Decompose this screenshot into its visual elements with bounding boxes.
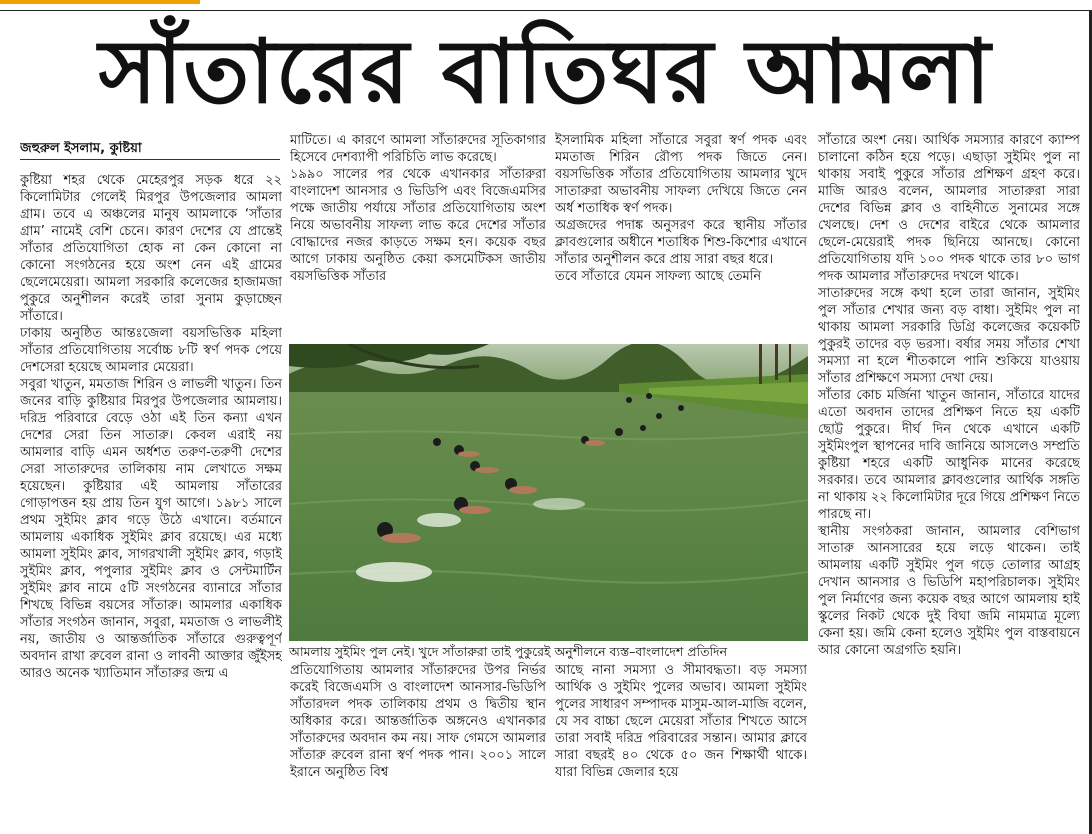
paragraph: ঢাকায় অনুষ্ঠিত আন্তঃজেলা বয়সভিত্তিক মহিলা সাঁতার প্রতিযোগিতায় সর্বোচ্চ ৮টি স্বর্ণ পদক পেয়ে দেশসেরা হয়েছে আমলার মেয়েরা। (20, 326, 282, 375)
paragraph: ইসলামিক মহিলা সাঁতারে সবুরা স্বর্ণ পদক এবং মমতাজ শিরিন রৌপ্য পদক জিতে নেন। বয়সভিত্তিক সাঁতার প্রতিযোগিতায় আমলার খুদে সাতারুরা অভাবনীয় সাফল্য দেখিয়ে জিতে নেন অর্ধ শতাধিক স্বর্ণ পদক। (555, 133, 807, 216)
article-column-2-top (290, 132, 546, 344)
paragraph: কুষ্টিয়া শহর থেকে মেহেরপুর সড়ক ধরে ২২ কিলোমিটার গেলেই মিরপুর উপজেলার আমলা গ্রাম। তবে এ অঞ্চলের মানুষ আমলাকে ‘সাঁতার গ্রাম’ নামেই বেশি চেনে। কারণ দেশের যে প্রান্তেই সাঁতার প্রতিযোগিতা হোক না কেন কোনো না কোনো সংগঠনের হয়ে অংশ নেন এই গ্রামের ছেলেমেয়েরা। আমলা সরকারি কলেজের হাজামজা পুকুরে অনুশীলন করেই তারা সুনাম কুড়াচ্ছেন সাঁতারে। (20, 173, 282, 324)
swimmers-in-pond-illustration (289, 344, 808, 641)
paragraph: প্রতিযোগিতায় আমলার সাঁতারুদের উপর নির্ভর করেই বিজেএমসি ও বাংলাদেশ আনসার-ভিডিপি সাঁতারদল পদক তালিকায় প্রথম ও দ্বিতীয় স্থান অধিকার করে। আন্তর্জাতিক অঙ্গনেও এখানকার সাঁতারুদের অবদান কম নয়। সাফ গেমসে আমলার সাঁতারু রুবেল রানা স্বর্ণ পদক পান। ২০০১ সালে ইরানে অনুষ্ঠিত বিশ্ব (290, 663, 546, 780)
article-column-3-bottom (555, 662, 807, 832)
paragraph: স্থানীয় সংগঠকরা জানান, আমলার বেশিভাগ সাতারু আনসারের হয়ে লড়ে থাকেন। তাই আমলায় একটি সুইমিং পুল গড়ে তোলার আগ্রহ দেখান আনসার ও ভিডিপি মহাপরিচালক। সুইমিং পুল নির্মাণের জন্য কয়েক বছর আগে আমলায় হাই স্কুলের নিকট থেকে দুই বিঘা জমি নামমাত্র মূল্যে কেনা হয়। জমি কেনা হলেও সুইমিং পুল বাস্তবায়নে আর কোনো অগ্রগতি হয়নি। (818, 524, 1080, 658)
article-column-1 (20, 172, 282, 832)
paragraph: তবে সাঁতারে যেমন সাফল্য আছে তেমনি (555, 269, 762, 284)
paragraph: ১৯৯০ সালের পর থেকে এখানকার সাঁতারুরা বাংলাদেশ আনসার ও ভিডিপি এবং বিজেএমসির পক্ষে জাতীয় পর্যায়ে সাঁতার প্রতিযোগিতায় অংশ নিয়ে অভাবনীয় সাফল্য লাভ করে দেশের সাঁতার বোদ্ধাদের নজর কাড়তে সক্ষম হন। কয়েক বছর আগে ঢাকায় অনুষ্ঠিত কেয়া কসমেটিকস জাতীয় বয়সভিত্তিক সাঁতার (290, 167, 546, 284)
byline: জহুরুল ইসলাম, কুষ্টিয়া (20, 141, 280, 160)
article-column-2-bottom (290, 662, 546, 832)
article-column-3-top (555, 132, 807, 344)
headline: সাঁতারের বাতিঘর আমলা (98, 20, 992, 123)
photo-caption: আমলায় সুইমিং পুল নেই। খুদে সাঁতারুরা তাই পুকুরেই অনুশীলনে ব্যস্ত–বাংলাদেশ প্রতিদিন (289, 644, 728, 659)
article-column-4 (818, 132, 1080, 832)
top-accent-bar (0, 0, 200, 4)
paragraph: সবুরা খাতুন, মমতাজ শিরিন ও লাভলী খাতুন। তিন জনের বাড়ি কুষ্টিয়ার মিরপুর উপজেলার আমলায়। দরিদ্র পরিবারে বেড়ে ওঠা এই তিন কন্যা এখন দেশের সেরা তিন সাতারু। কেবল এরাই নয় আমলার বাড়ি এমন অর্ধশত তরুণ-তরুণী দেশের সেরা সাতারুদের তালিকায় নাম লেখাতে সক্ষম হয়েছেন। কুষ্টিয়ার এই আমলায় সাঁতারের গোড়াপত্তন হয় প্রায় তিন যুগ আগে। ১৯৮১ সালে প্রথম সুইমিং ক্লাব গড়ে উঠে এখানে। বর্তমানে আমলায় একাধিক সুইমিং ক্লাব রয়েছে। এর মধ্যে আমলা সুইমিং ক্লাব, সাগরখালী সুইমিং ক্লাব, গড়াই সুইমিং ক্লাব, পপুলার সুইমিং ক্লাব ও সেন্টমার্টিন সুইমিং ক্লাব নামে ৫টি সংগঠনের ব্যানারে সাঁতার শিখছে বিভিন্ন বয়সের সাঁতারু। আমলার একাধিক সাঁতার সংগঠন জানান, সবুরা, মমতাজ ও লাভলীই নয়, জাতীয় ও আন্তর্জাতিক সাঁতারে গুরুত্বপূর্ণ অবদান রাখা রুবেল রানা ও লাবনী আক্তার জুঁইসহ আরও অনেক খ্যাতিমান সাঁতারুর জন্ম এ (20, 377, 282, 681)
news-photo (289, 344, 808, 641)
paragraph: মাটিতে। এ কারণে আমলা সাঁতারুদের সূতিকাগার হিসেবে দেশব্যাপী পরিচিতি লাভ করেছে। (290, 133, 546, 165)
top-border (0, 0, 1092, 11)
paragraph: সাতারুদের সঙ্গে কথা হলে তারা জানান, সুইমিং পুল সাঁতার শেখার জন্য বড় বাধা। সুইমিং পুল না থাকায় আমলা সরকারি ডিগ্রি কলেজের কয়েকটি পুকুরই তাদের বড় ভরসা। বর্ষার সময় সাঁতার শেখা সমস্যা না হলে শীতকালে পানি শুকিয়ে যাওয়ায় সাঁতার প্রশিক্ষণে সমস্যা দেখা দেয়। (818, 286, 1080, 386)
paragraph: আছে নানা সমস্যা ও সীমাবদ্ধতা। বড় সমস্যা আর্থিক ও সুইমিং পুলের অভাব। আমলা সুইমিং পুলের সাধারণ সম্পাদক মাসুম-আল-মাজি বলেন, যে সব বাচ্চা ছেলে মেয়েরা সাঁতার শিখতে আসে তারা সবাই দরিদ্র পরিবারের সন্তান। আমার ক্লাবে সারা বছরই ৪০ থেকে ৫০ জন শিক্ষার্থী থাকে। যারা বিভিন্ন জেলার হয়ে (555, 663, 807, 780)
paragraph: সাঁতারে অংশ নেয়। আর্থিক সমস্যার কারণে ক্যাম্প চালানো কঠিন হয়ে পড়ে। এছাড়া সুইমিং পুল না থাকায় সবাই পুকুরে সাঁতার প্রশিক্ষণ গ্রহণ করে। মাজি আরও বলেন, আমলার সাতারুরা সারা দেশের বিভিন্ন ক্লাব ও বাহিনীতে সুনামের সঙ্গে খেলছে। দেশ ও দেশের বাইরে থেকে আমলার ছেলে-মেয়েরাই পদক ছিনিয়ে আনছে। কোনো প্রতিযোগিতায় যদি ১০০ পদক থাকে তার ৮০ ভাগ পদক আমলার সাঁতারুদের দখলে থাকে। (818, 133, 1080, 284)
paragraph: অগ্রজদের পদাঙ্ক অনুসরণ করে স্থানীয় সাঁতার ক্লাবগুলোর অধীনে শতাধিক শিশু-কিশোর এখানে সাঁতার অনুশীলন করে প্রায় সারা বছর ধরে। (555, 218, 807, 267)
paragraph: সাঁতার কোচ মর্জিনা খাতুন জানান, সাঁতারে যাদের এতো অবদান তাদের প্রশিক্ষণ নিতে হয় একটি ছোট্ট পুকুরে। দীর্ঘ দিন থেকে এখানে একটি সুইমিংপুল স্থাপনের দাবি জানিয়ে আসলেও সম্প্রতি কুষ্টিয়া শহরে একটি আধুনিক মানের করেছে সরকার। তবে আমলার ক্লাবগুলোর আর্থিক সঙ্গতি না থাকায় ২২ কিলোমিটার দূরে গিয়ে প্রশিক্ষণ নিতে পারছে না। (818, 388, 1080, 522)
